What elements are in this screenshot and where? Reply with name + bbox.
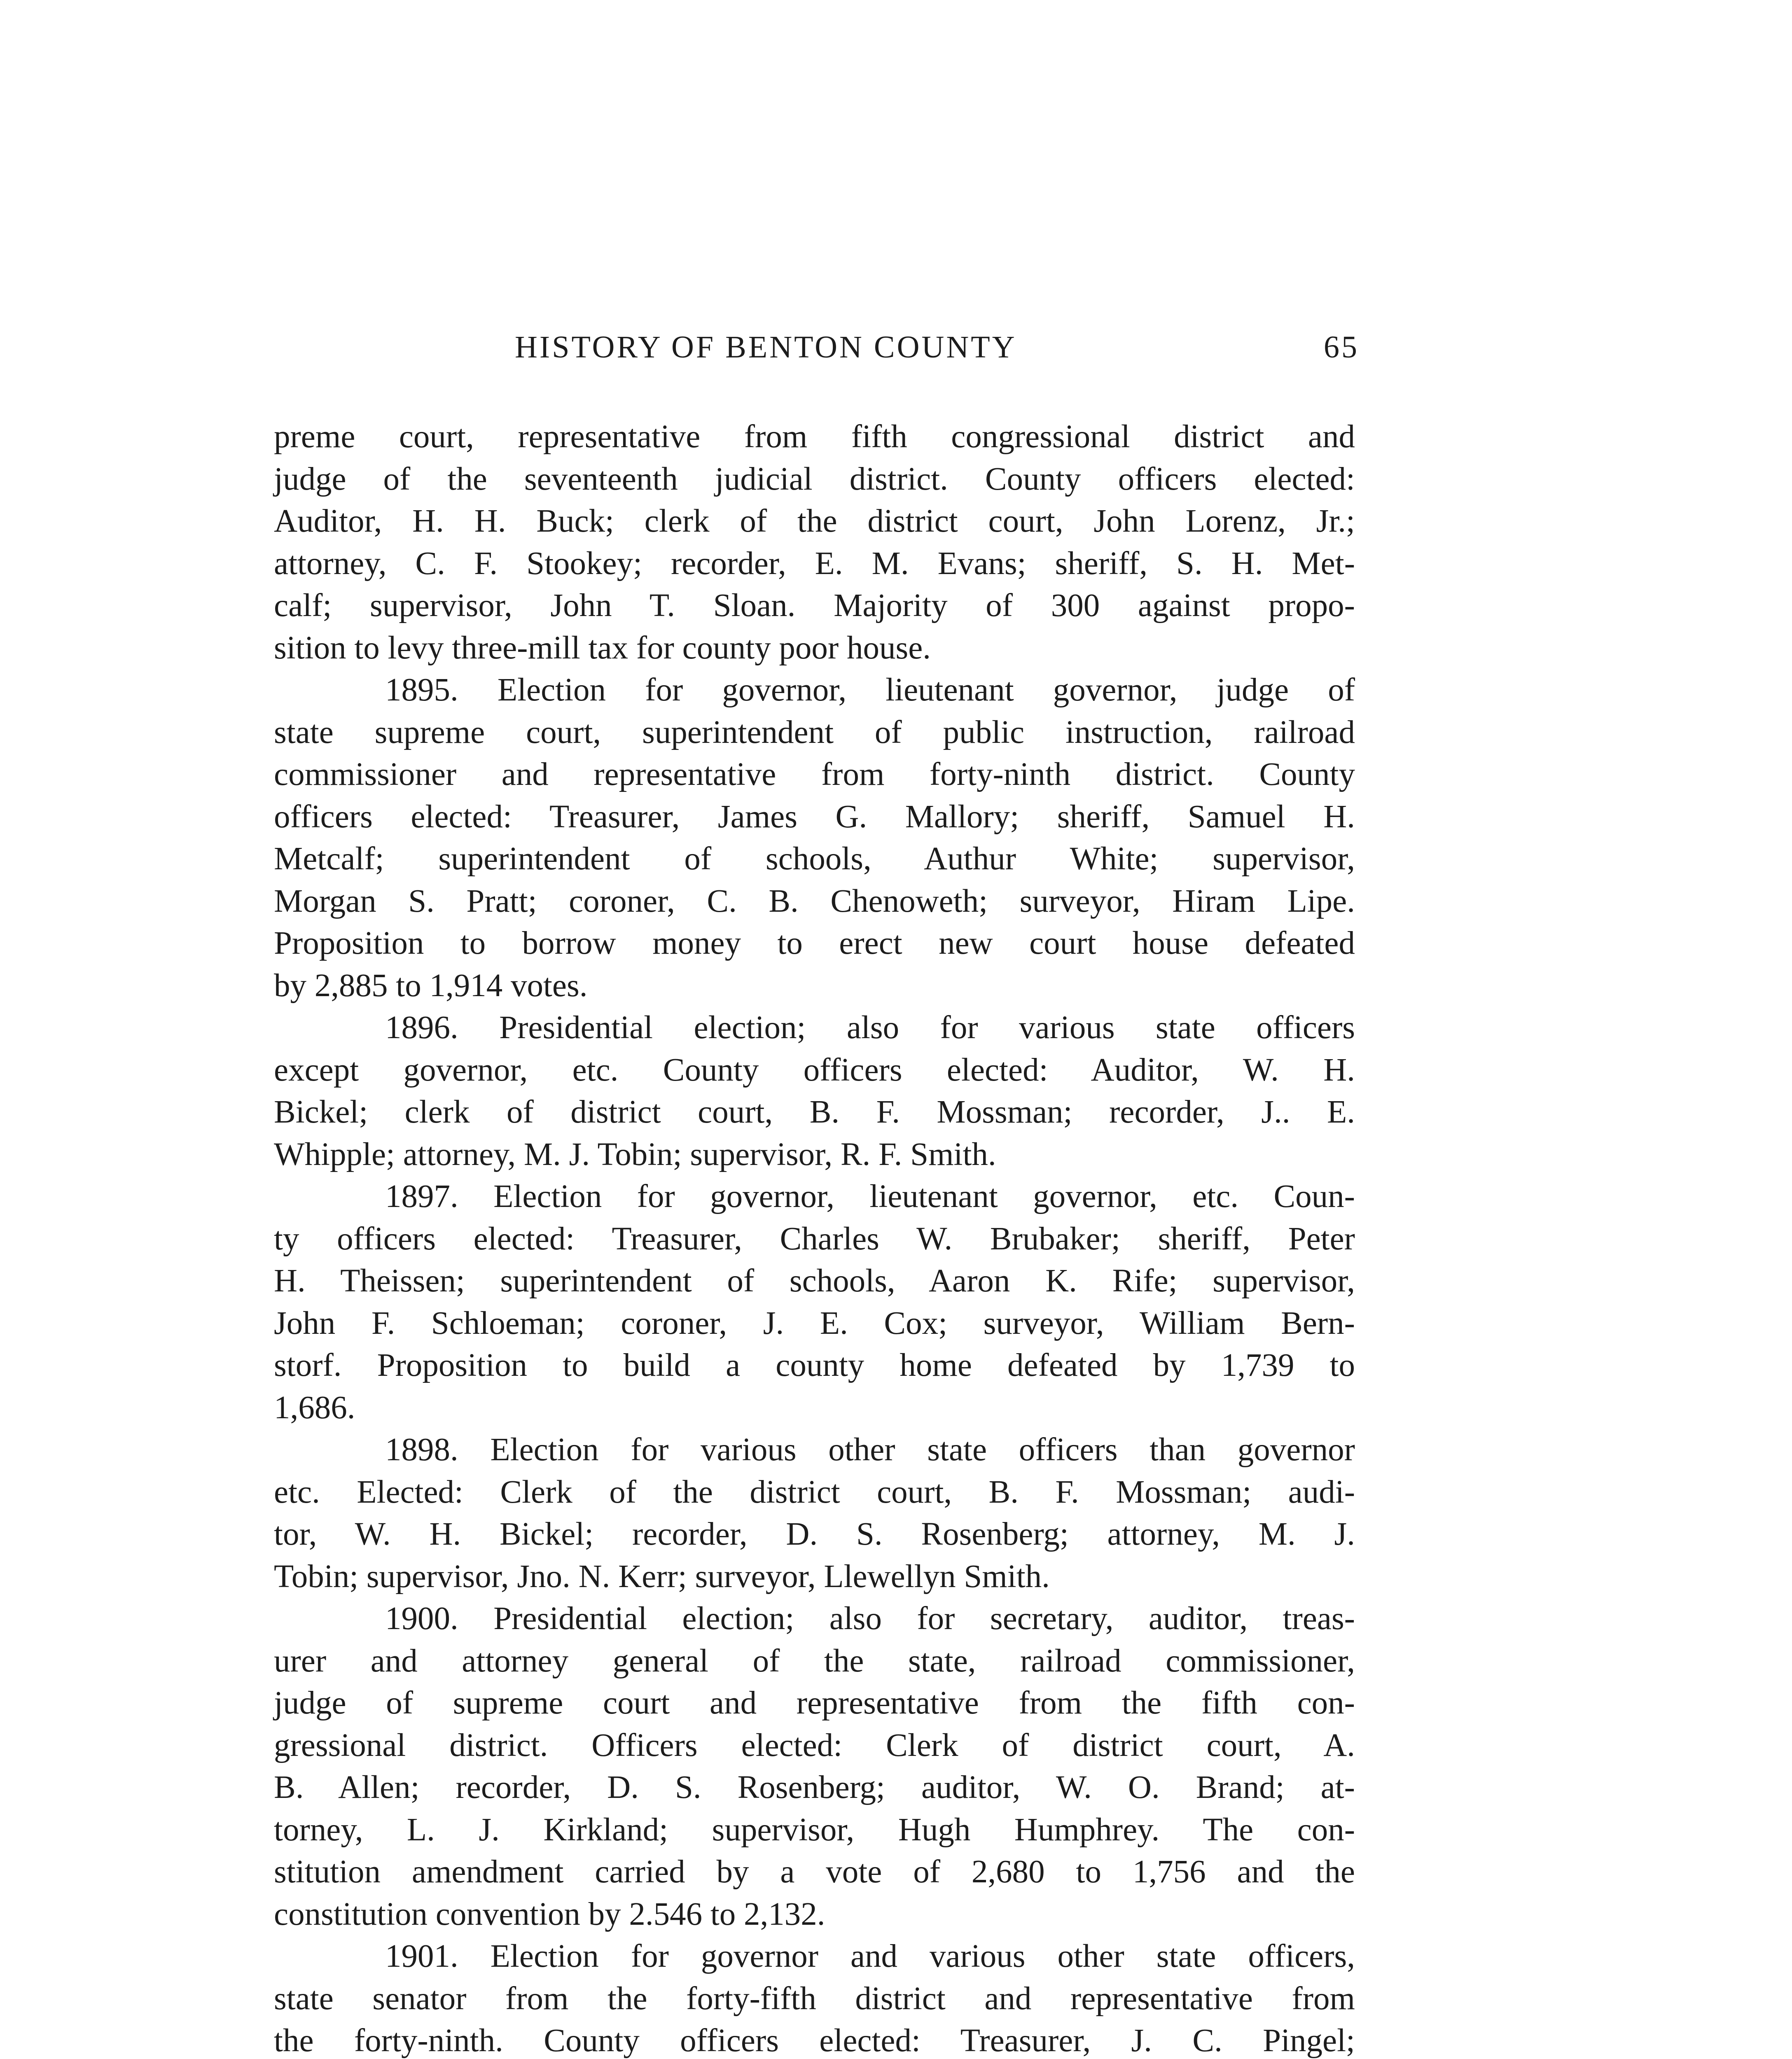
- paragraph-1896: [274, 1007, 1355, 1176]
- text-line: tor, W. H. Bickel; recorder, D. S. Rosenberg; attorney, M. J.: [274, 1516, 1355, 1552]
- text-line: Morgan S. Pratt; coroner, C. B. Chenoweth; surveyor, Hiram Lipe.: [274, 883, 1355, 919]
- text-line: judge of the seventeenth judicial district. County officers elected:: [274, 461, 1355, 497]
- text-line: 1901. Election for governor and various other state officers,: [385, 1938, 1355, 1974]
- text-line: 1898. Election for various other state officers than governor: [385, 1432, 1355, 1468]
- text-line: commissioner and representative from forty-ninth district. County: [274, 756, 1355, 792]
- text-line: constitution convention by 2.546 to 2,132.: [274, 1896, 825, 1932]
- paragraph-1898: [274, 1429, 1355, 1598]
- paragraph-1900: [274, 1598, 1355, 1935]
- text-line: 1895. Election for governor, lieutenant governor, judge of: [385, 672, 1355, 708]
- text-line: judge of supreme court and representative from the fifth con-: [274, 1685, 1355, 1721]
- text-line: 1897. Election for governor, lieutenant governor, etc. Coun-: [385, 1179, 1355, 1214]
- page-number: 65: [1324, 330, 1359, 364]
- text-line: John F. Schloeman; coroner, J. E. Cox; surveyor, William Bern-: [274, 1305, 1355, 1341]
- text-line: attorney, C. F. Stookey; recorder, E. M. Evans; sheriff, S. H. Met-: [274, 545, 1355, 581]
- text-line: ty officers elected: Treasurer, Charles W. Brubaker; sheriff, Peter: [274, 1221, 1355, 1257]
- paragraph-1897: [274, 1176, 1355, 1429]
- running-head: HISTORY OF BENTON COUNTY: [515, 330, 1017, 364]
- page-header: [404, 329, 1359, 375]
- text-line: state senator from the forty-fifth district and representative from: [274, 1980, 1355, 2017]
- text-line: Auditor, H. H. Buck; clerk of the district court, John Lorenz, Jr.;: [274, 503, 1355, 539]
- paragraph-1895: [274, 669, 1355, 1007]
- text-line: torney, L. J. Kirkland; supervisor, Hugh Humphrey. The con-: [274, 1812, 1355, 1848]
- text-line: storf. Proposition to build a county home defeated by 1,739 to: [274, 1347, 1355, 1383]
- text-line: Proposition to borrow money to erect new court house defeated: [274, 925, 1355, 961]
- text-line: 1896. Presidential election; also for various state officers: [385, 1010, 1355, 1046]
- text-line: urer and attorney general of the state, railroad commissioner,: [274, 1643, 1355, 1679]
- text-line: Metcalf; superintendent of schools, Authur White; supervisor,: [274, 841, 1355, 877]
- text-line: calf; supervisor, John T. Sloan. Majority of 300 against propo-: [274, 588, 1355, 623]
- text-line: the forty-ninth. County officers elected: Treasurer, J. C. Pingel;: [274, 2023, 1355, 2059]
- text-line: stitution amendment carried by a vote of 2,680 to 1,756 and the: [274, 1854, 1355, 1890]
- text-line: 1900. Presidential election; also for secretary, auditor, treas-: [385, 1601, 1355, 1636]
- text-line: Whipple; attorney, M. J. Tobin; supervisor, R. F. Smith.: [274, 1136, 996, 1172]
- text-line: sition to levy three-mill tax for county poor house.: [274, 630, 931, 666]
- body-text: [274, 416, 1355, 2059]
- paragraph-continued: [274, 416, 1355, 669]
- text-line: officers elected: Treasurer, James G. Mallory; sheriff, Samuel H.: [274, 798, 1355, 835]
- text-line: H. Theissen; superintendent of schools, Aaron K. Rife; supervisor,: [274, 1263, 1355, 1299]
- paragraph-1901: [274, 1935, 1355, 2059]
- text-line: Tobin; supervisor, Jno. N. Kerr; surveyor, Llewellyn Smith.: [274, 1558, 1050, 1594]
- text-line: preme court, representative from fifth congressional district and: [274, 419, 1355, 455]
- text-line: except governor, etc. County officers elected: Auditor, W. H.: [274, 1052, 1355, 1088]
- text-line: B. Allen; recorder, D. S. Rosenberg; auditor, W. O. Brand; at-: [274, 1770, 1355, 1805]
- text-line: state supreme court, superintendent of public instruction, railroad: [274, 714, 1355, 750]
- text-line: Bickel; clerk of district court, B. F. Mossman; recorder, J.. E.: [274, 1094, 1355, 1130]
- text-line: gressional district. Officers elected: Clerk of district court, A.: [274, 1727, 1355, 1763]
- text-line: etc. Elected: Clerk of the district court, B. F. Mossman; audi-: [274, 1474, 1355, 1510]
- text-line: 1,686.: [274, 1389, 355, 1426]
- text-line: by 2,885 to 1,914 votes.: [274, 967, 588, 1004]
